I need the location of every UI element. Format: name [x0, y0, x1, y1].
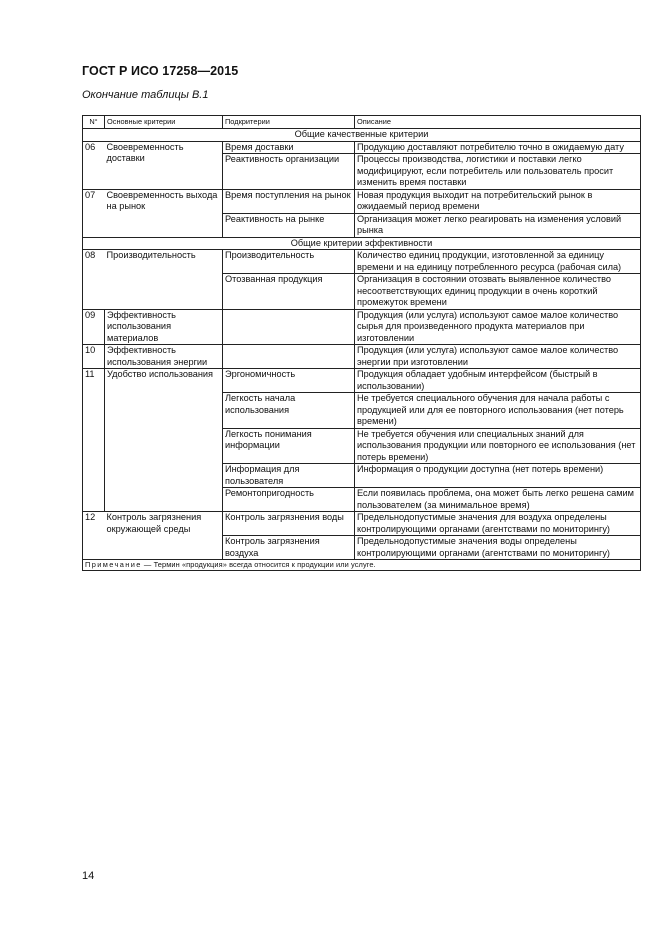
section-quality-title: Общие качественные критерии: [83, 129, 641, 142]
row-number: 09: [83, 309, 105, 345]
subcriterion: Реактивность организации: [223, 154, 355, 190]
subcriterion-empty: [223, 309, 355, 345]
subcriterion: Контроль загрязнения воздуха: [223, 536, 355, 560]
criteria-table: [82, 115, 641, 571]
description: Продукция (или услуга) используют самое малое количество энергии при изготовлении: [355, 345, 641, 369]
subcriterion: Время доставки: [223, 141, 355, 154]
description: Организация в состоянии отозвать выявленное количество несоответствующих единиц продукции в очень короткий промежуток времени: [355, 274, 641, 310]
main-criterion: Удобство использования: [105, 369, 223, 512]
header-subcriteria: Подкритерии: [223, 116, 355, 129]
description: Организация может легко реагировать на изменения условий рынка: [355, 213, 641, 237]
table-row: [83, 309, 641, 345]
header-number: N°: [83, 116, 105, 129]
description: Предельнодопустимые значения для воздуха определены контролирующими органами (агентствами по мониторингу): [355, 512, 641, 536]
note-text: — Термин «продукция» всегда относится к продукции или услуге.: [141, 560, 376, 569]
description: Не требуется обучения или специальных знаний для использования продукции или повторного ее использования (нет потерь времени): [355, 428, 641, 464]
section-row: [83, 129, 641, 142]
table-row: [83, 141, 641, 154]
table-note: [83, 560, 641, 571]
description: Информация о продукции доступна (нет потерь времени): [355, 464, 641, 488]
page-number: 14: [82, 870, 95, 882]
table-row: [83, 369, 641, 393]
table-row: [83, 250, 641, 274]
table-row: [83, 345, 641, 369]
table-caption: Окончание таблицы В.1: [82, 89, 209, 101]
table-row: [83, 189, 641, 213]
subcriterion: Время поступления на рынок: [223, 189, 355, 213]
description: Продукцию доставляют потребителю точно в ожидаемую дату: [355, 141, 641, 154]
section-efficiency-title: Общие критерии эффективности: [83, 237, 641, 250]
subcriterion: Легкость понимания информации: [223, 428, 355, 464]
subcriterion: Ремонтопригодность: [223, 488, 355, 512]
document-title: ГОСТ Р ИСО 17258—2015: [82, 64, 239, 78]
subcriterion: Эргономичность: [223, 369, 355, 393]
description: Количество единиц продукции, изготовленной за единицу времени и на единицу потребленного ресурса (рабочая сила): [355, 250, 641, 274]
main-criterion: Своевременность выхода на рынок: [105, 189, 223, 237]
header-description: Описание: [355, 116, 641, 129]
subcriterion-empty: [223, 345, 355, 369]
main-criterion: Эффективность использования материалов: [105, 309, 223, 345]
main-criterion: Контроль загрязнения окружающей среды: [105, 512, 223, 560]
description: Не требуется специального обучения для начала работы с продукцией или для ее повторного использования (нет потерь времени): [355, 393, 641, 429]
subcriterion: Контроль загрязнения воды: [223, 512, 355, 536]
row-number: 06: [83, 141, 105, 189]
description: Если появилась проблема, она может быть легко решена самим пользователем (за минимальное время): [355, 488, 641, 512]
subcriterion: Легкость начала использования: [223, 393, 355, 429]
description: Процессы производства, логистики и поставки легко модифицируют, если потребитель или пользователь просит изменить время поставки: [355, 154, 641, 190]
description: Продукция обладает удобным интерфейсом (быстрый в использовании): [355, 369, 641, 393]
main-criterion: Производительность: [105, 250, 223, 310]
table-row: [83, 512, 641, 536]
row-number: 12: [83, 512, 105, 560]
description: Новая продукция выходит на потребительский рынок в ожидаемый период времени: [355, 189, 641, 213]
subcriterion: Отозванная продукция: [223, 274, 355, 310]
header-main-criteria: Основные критерии: [105, 116, 223, 129]
description: Продукция (или услуга) используют самое малое количество сырья для произведенного продукта материалов при изготовлении: [355, 309, 641, 345]
description: Предельнодопустимые значения воды определены контролирующими органами (агентствами по мониторингу): [355, 536, 641, 560]
subcriterion: Производительность: [223, 250, 355, 274]
note-label: Примечание: [85, 560, 142, 569]
row-number: 08: [83, 250, 105, 310]
subcriterion: Реактивность на рынке: [223, 213, 355, 237]
row-number: 07: [83, 189, 105, 237]
table-header-row: [83, 116, 641, 129]
subcriterion: Информация для пользователя: [223, 464, 355, 488]
main-criterion: Эффективность использования энергии: [105, 345, 223, 369]
row-number: 10: [83, 345, 105, 369]
main-criterion: Своевременность доставки: [105, 141, 223, 189]
section-row: [83, 237, 641, 250]
row-number: 11: [83, 369, 105, 512]
table-note-row: [83, 560, 641, 571]
